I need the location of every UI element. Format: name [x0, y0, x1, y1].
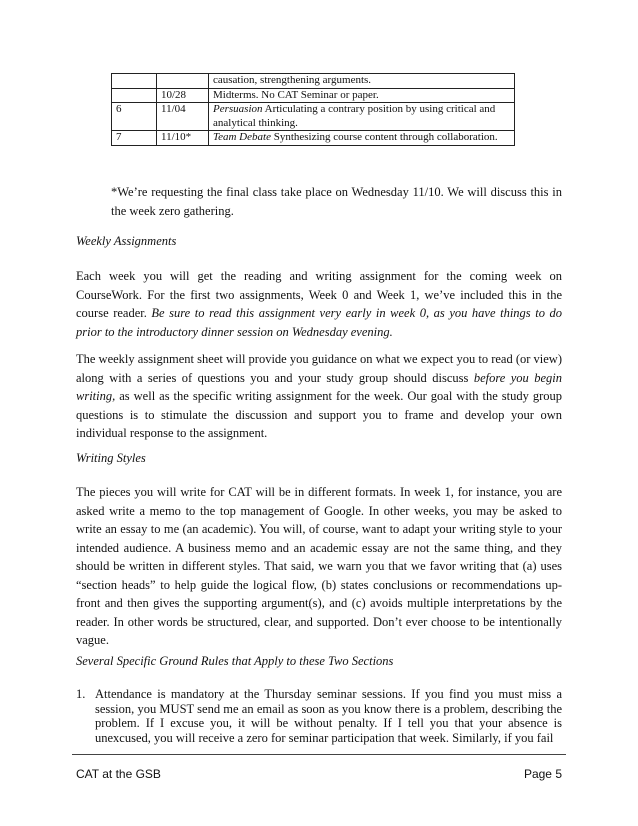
footer-title: CAT at the GSB	[76, 767, 161, 781]
schedule-table	[111, 73, 515, 146]
weekly-paragraph-2-emphasis: before you begin writing,	[76, 370, 562, 403]
date-cell: 11/04	[157, 103, 209, 131]
ground-rules-heading: Several Specific Ground Rules that Apply to these Two Sections	[76, 654, 394, 668]
topic-cell	[209, 88, 515, 103]
page-number: Page 5	[523, 767, 562, 781]
ground-rules-list	[76, 687, 562, 745]
writing-styles-heading: Writing Styles	[76, 451, 146, 465]
date-cell	[157, 74, 209, 89]
week-cell: 7	[112, 131, 157, 146]
week-cell	[112, 88, 157, 103]
week-cell: 6	[112, 103, 157, 131]
weekly-assignments-heading: Weekly Assignments	[76, 234, 177, 248]
topic-cell	[209, 103, 515, 131]
list-item-text: Attendance is mandatory at the Thursday seminar sessions. If you find you must miss a session, you MUST send me an email as soon as you know there is a problem, describing the problem. If I excuse you, it will be without penalty. If I tell you that your absence is unexcused, you will receive a zero for seminar participation that week. Similarly, if you fail	[95, 687, 562, 745]
table-row	[112, 88, 515, 103]
topic-description: Midterms. No CAT Seminar or paper.	[213, 88, 379, 101]
weekly-paragraph-1-text: Each week you will get the reading and writing assignment for the coming week on CourseWork. For the first two assignments, Week 0 and Week 1, we’ve included this in the course reader.	[76, 269, 562, 320]
week-cell	[112, 74, 157, 89]
topic-cell	[209, 74, 515, 89]
topic-title: Team Debate	[213, 131, 271, 143]
list-item	[76, 687, 562, 745]
table-row	[112, 103, 515, 131]
footer-divider	[72, 754, 566, 755]
table-row	[112, 74, 515, 89]
weekly-paragraph-1-emphasis: Be sure to read this assignment very early in week 0, as you have things to do prior to the introductory dinner session on Wednesday evening.	[76, 306, 563, 339]
topic-description: causation, strengthening arguments.	[213, 74, 372, 86]
date-cell: 11/10*	[157, 131, 209, 146]
writing-styles-paragraph: The pieces you will write for CAT will be in different formats. In week 1, for instance, you are asked write a memo to the top management of Google. In other weeks, you may be asked to write an essay to me (an academic). You will, of course, want to adapt your writing style to your intended audience. A business memo and an academic essay are not the same thing, and they should be written in different styles. That said, we warn you that we favor writing that (a) uses “section heads” to help guide the logical flow, (b) states conclusions or recommendations up-front and then gives the supporting argument(s), and (c) avoids multiple interpretations by the reader. In other words be structured, clear, and supported. Don’t ever choose to be intentionally vague.	[76, 485, 562, 647]
weekly-paragraph-2	[76, 350, 562, 443]
schedule-footnote: *We’re requesting the final class take place on Wednesday 11/10. We will discuss this in the week zero gathering.	[111, 185, 562, 218]
topic-title: Persuasion	[213, 103, 263, 115]
date-cell: 10/28	[157, 88, 209, 103]
weekly-paragraph-2-text-b: as well as the specific writing assignment for the week. Our goal with the study group questions is to stimulate the discussion and support you to frame and develop your own individual response to the assignment.	[76, 389, 562, 440]
table-row	[112, 131, 515, 146]
topic-description: Synthesizing course content through collaboration.	[270, 131, 498, 143]
weekly-paragraph-2-text-a: The weekly assignment sheet will provide you guidance on what we expect you to read (or view) along with a series of questions you and your study group should discuss	[76, 352, 562, 385]
topic-description: Articulating a contrary position by using critical and analytical thinking.	[213, 103, 496, 129]
weekly-paragraph-1	[76, 267, 562, 341]
list-item-number: 1.	[76, 687, 86, 701]
topic-cell	[209, 131, 515, 146]
